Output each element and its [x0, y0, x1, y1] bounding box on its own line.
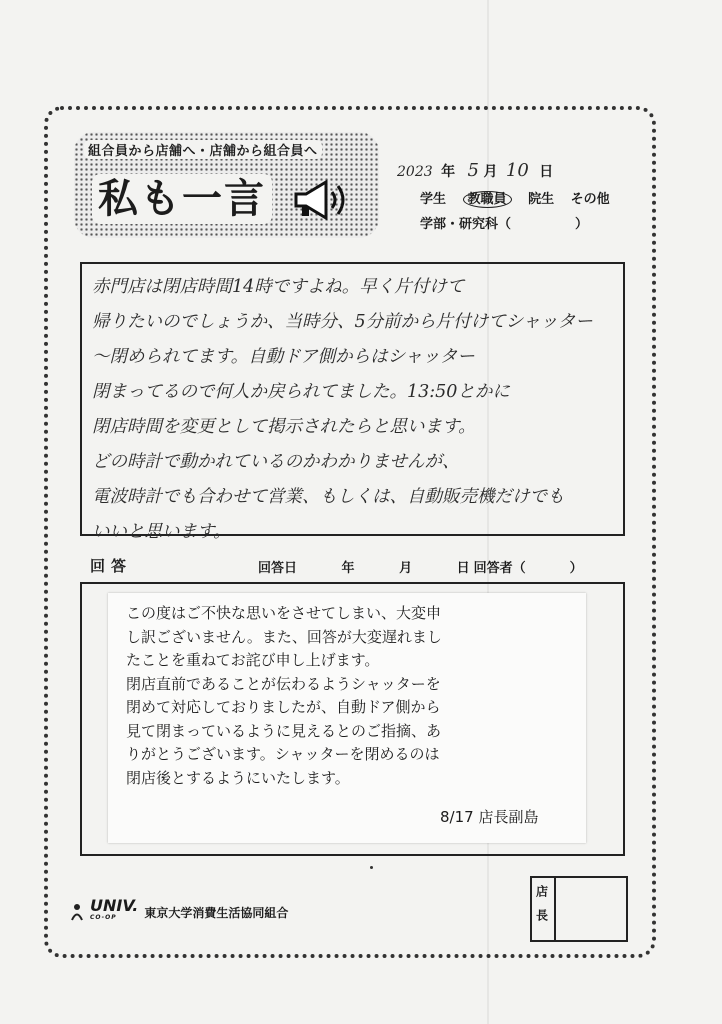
- org-name: 東京大学消費生活協同組合: [144, 905, 289, 920]
- status-grad-student[interactable]: 院生: [528, 192, 555, 207]
- reply-month-label: 月: [399, 561, 413, 576]
- reply-date-label: 回答日: [258, 561, 298, 576]
- status-other[interactable]: その他: [570, 192, 610, 207]
- responder-close: ）: [569, 561, 583, 576]
- date-month: 5: [467, 160, 479, 181]
- form-subtitle: 組合員から店舗へ・店舗から組合員へ: [84, 140, 322, 159]
- status-staff-selected[interactable]: 教職員: [463, 191, 512, 208]
- ink-dot: [370, 866, 373, 869]
- month-label: 月: [483, 164, 498, 180]
- date-year: 2023: [397, 164, 433, 180]
- logo-main: UNIV.: [90, 896, 139, 915]
- department-label: 学部・研究科（: [420, 217, 512, 232]
- reply-meta: [258, 557, 623, 576]
- reply-day-label: 日: [456, 561, 470, 576]
- year-label: 年: [441, 164, 456, 180]
- handwritten-comment: 赤門店は閉店時間14時ですよね。早く片付けて 帰りたいのでしょうか、当時分、5分前から片付けてシャッター 〜閉められてます。自動ドア側からはシャッター 閉まってるので何人か戻られてました。13:50とかに 閉店時間を変更として掲示されたらと思います。 どの時計で動かれているのかわかりませんが、 電波時計でも合わせて営業、もしくは、自動販売機だけでも いいと思います。: [92, 277, 593, 542]
- reply-label: 回答: [90, 557, 133, 575]
- megaphone-icon: [292, 178, 352, 222]
- responder-label: 回答者（: [473, 561, 526, 576]
- status-student[interactable]: 学生: [420, 192, 447, 207]
- status-options: [420, 188, 622, 207]
- reply-text: この度はご不快な思いをさせてしまい、大変申 し訳ございません。また、回答が大変遅れまし たことを重ねてお詫び申し上げます。 閉店直前であることが伝わるようシャッターを 閉めて対応しておりましたが、自動ドア側から 見て閉まっているように見えるとのご指摘、あ りがとうございます。シャッターを閉めるのは 閉店後とするようにいたします。: [126, 604, 442, 787]
- coop-logo-icon: [70, 903, 84, 921]
- date-day: 10: [505, 160, 529, 181]
- coop-footer: [70, 896, 289, 924]
- day-label: 日: [539, 164, 554, 180]
- manager-label: 店長: [530, 876, 556, 942]
- logo-sub: CO-OP: [90, 914, 117, 921]
- form-title: 私も一言: [92, 174, 272, 224]
- coop-logo-text: [90, 896, 139, 924]
- reply-year-label: 年: [341, 561, 355, 576]
- department-field[interactable]: [420, 213, 588, 232]
- reply-signature: 8/17 店長副島: [440, 808, 539, 826]
- department-close: ）: [575, 217, 589, 232]
- date-row: [397, 160, 553, 181]
